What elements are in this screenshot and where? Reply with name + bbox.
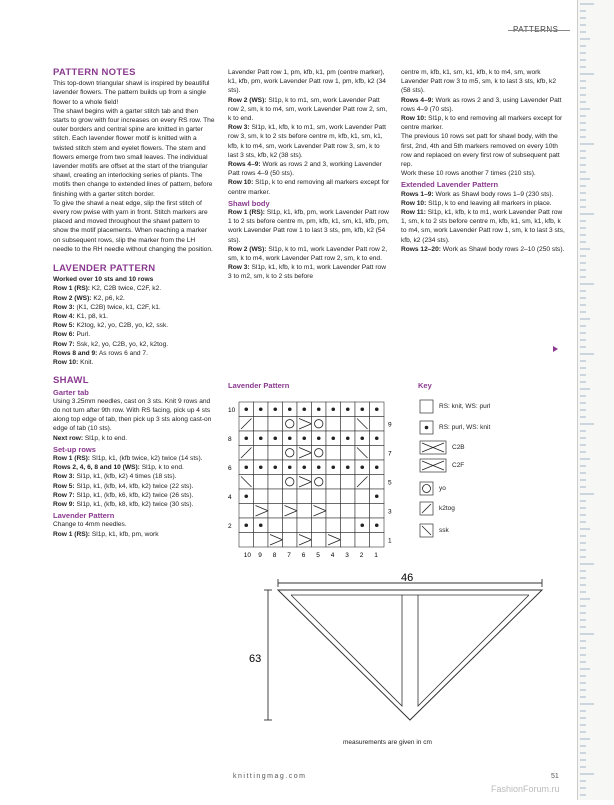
chart-cell <box>283 446 298 461</box>
row-key: Rows 1–9: <box>401 190 434 198</box>
purl-dot-icon <box>346 436 350 440</box>
lp-title: Lavender Pattern <box>53 511 115 521</box>
chart-cell <box>312 446 327 461</box>
row-key: Rows 12–20: <box>401 245 441 253</box>
chart-cell <box>312 533 327 548</box>
chart-cell <box>283 533 298 548</box>
footer-site: knittingmag.com <box>233 773 307 780</box>
chart-cell <box>326 475 341 490</box>
row-line <box>53 472 216 481</box>
row-key: Row 5: <box>53 322 75 330</box>
row-value: K1, p8, k1. <box>76 313 108 321</box>
chart-cell <box>326 518 341 533</box>
row-key: Row 2 (WS): <box>228 245 267 253</box>
purl-dot-icon <box>317 436 321 440</box>
chart-cell <box>341 518 356 533</box>
row-line <box>228 245 391 263</box>
row-line <box>228 263 391 281</box>
chart-cell <box>268 518 283 533</box>
key-label: k2tog <box>439 505 455 512</box>
chart-cell <box>341 475 356 490</box>
row-line <box>401 208 566 245</box>
chart-col-label: 4 <box>330 552 335 559</box>
row-line <box>228 208 391 245</box>
chart-row-label: 5 <box>388 479 392 487</box>
chart-cell <box>370 417 385 432</box>
chart-cell <box>312 475 327 490</box>
row-line <box>53 491 216 500</box>
row-line <box>53 340 216 349</box>
yo-key-icon <box>420 482 433 495</box>
chart-cell <box>370 504 385 519</box>
key-label: RS: purl, WS: knit <box>439 424 491 431</box>
purl-dot-icon <box>302 436 306 440</box>
row-key: Rows 4–9: <box>401 96 434 104</box>
row-line <box>53 284 216 293</box>
shawl-title: SHAWL <box>53 375 89 387</box>
notes-para-3: To give the shawl a neat edge, slip the first stitch of every row pwise with yarn in front. Stitch markers are placed and moved throughout the shawl pattern to show the motif placements. When reaching a marker on subsequent rows, slip the marker from the LH needle to the RH needle without changing the position. <box>53 199 213 253</box>
chart-cell <box>254 475 269 490</box>
setup-rows <box>53 454 216 509</box>
chart-cell <box>355 489 370 504</box>
chart-col-label: 8 <box>272 552 277 559</box>
purl-dot-icon <box>288 436 292 440</box>
row-value: Work as Shawl body rows 1–9 (230 sts). <box>435 190 554 198</box>
chart-cell <box>341 504 356 519</box>
chart-cell <box>268 475 283 490</box>
row-value: Sl1p, k1, (kfb, k2) 4 times (18 sts). <box>76 473 177 481</box>
chart-col-label: 5 <box>316 552 320 559</box>
lp-row1-key: Row 1 (RS): <box>53 530 90 538</box>
purl-dot-icon <box>244 436 248 440</box>
column-3 <box>401 68 566 254</box>
row-key: Row 2 (WS): <box>228 96 267 104</box>
chart-cell <box>312 489 327 504</box>
row-value: Sl1p, k1, (kfb, k4, kfb, k2) twice (22 sts). <box>76 482 194 490</box>
row-line <box>401 169 566 178</box>
key-icons <box>412 394 522 544</box>
row-key: Row 10: <box>401 199 427 207</box>
chart-cell <box>254 417 269 432</box>
chart-cell <box>268 417 283 432</box>
chart-col-label: 1 <box>374 552 378 559</box>
chart-cell <box>254 533 269 548</box>
purl-dot-icon <box>331 407 335 411</box>
purl-dot-icon <box>244 494 248 498</box>
purl-dot-icon <box>375 465 379 469</box>
row-line <box>53 463 216 472</box>
key-label: C2B <box>452 444 465 451</box>
purl-dot-icon <box>273 436 277 440</box>
row-value: Sl1p, k1, (kfb, k6, kfb, k2) twice (26 sts). <box>76 491 194 499</box>
row-line <box>228 160 391 178</box>
chart-col-label: 2 <box>359 552 364 559</box>
row-line <box>228 123 391 160</box>
purl-dot-icon <box>273 465 277 469</box>
row-line <box>53 303 216 312</box>
garter-text: Using 3.25mm needles, cast on 3 sts. Knit 9 rows and do not turn after 9th row. With RS facing, pick up 4 sts along top edge of tab, then pick up 3 sts along cast-on edge of tab (10 sts). <box>53 397 212 433</box>
row-value: Purl. <box>76 331 91 339</box>
chart-cell <box>268 489 283 504</box>
row-value: Work as Shawl body rows 2–10 (250 sts). <box>442 245 565 253</box>
purl-dot-icon <box>244 465 248 469</box>
chart-col-label: 6 <box>301 552 306 559</box>
chart-row-label: 7 <box>388 450 392 458</box>
row-line <box>53 321 216 330</box>
purl-dot-icon <box>360 465 364 469</box>
row-value: Sl1p, k1, (kfb twice, k2) twice (14 sts). <box>91 454 203 462</box>
row-value: Sl1p, k to m1, sm, work Lavender Patt row 2, sm, k to m4, sm, work Lavender Patt row 2, sm, k to end. <box>228 96 388 123</box>
shawl-schematic <box>249 572 555 744</box>
garter-tab-title: Garter tab <box>53 387 89 397</box>
chart-title: Lavender Pattern <box>228 381 290 390</box>
row-value: centre m, kfb, k1, sm, k1, kfb, k to m4, sm, work Lavender Patt row 3 to m5, sm, k to last 3 sts, kfb, k2 (58 sts). <box>401 69 557 95</box>
purl-dot-icon <box>331 465 335 469</box>
row-key: Row 3: <box>228 124 250 132</box>
row-line <box>401 114 566 132</box>
key-title: Key <box>418 381 432 390</box>
row-key: Row 10: <box>228 179 254 187</box>
purl-dot-icon <box>375 523 379 527</box>
garter-next-key: Next row: <box>53 434 84 442</box>
schematic-outer <box>278 590 542 720</box>
row-value: Sl1p, k1, kfb, k to m1, work Lavender Patt row 1, sm, k to 2 sts before centre m, kfb, k1, sm, k1, kfb, k to m4, sm, work Lavender Patt row 1, sm, k to last 3 sts, kfb, k2 (234 sts). <box>401 209 565 244</box>
row-value: Ssk, k2, yo, C2B, yo, k2, k2tog. <box>76 340 169 348</box>
purl-dot-icon <box>346 465 350 469</box>
chart-cell <box>355 504 370 519</box>
row-value: Work as rows 2 and 3, using Lavender Patt rows 4–9 (70 sts). <box>401 96 562 113</box>
row-value: The previous 10 rows set patt for shawl body, with the first, 2nd, 4th and 5th markers removed on every 10th row and replaced on every first row of subsequent patt rep. <box>401 133 560 169</box>
chart-cell <box>370 446 385 461</box>
chart-cell <box>239 504 254 519</box>
knit-key-icon <box>420 400 433 413</box>
key-label: C2F <box>452 462 465 469</box>
extended-title: Extended Lavender Pattern <box>401 180 499 190</box>
key-label: ssk <box>439 527 449 534</box>
row-value: Sl1p, k to end leaving all markers in place. <box>428 199 552 207</box>
row-key: Row 7: <box>53 491 75 499</box>
row-value: Sl1p, k to m1, work Lavender Patt row 2, sm, k to m4, work Lavender Patt row 2, sm, k to end. <box>228 245 388 263</box>
row-line <box>53 312 216 321</box>
page-number: 51 <box>551 773 559 780</box>
garter-next-row <box>53 434 216 443</box>
chart-row-label: 2 <box>228 522 232 530</box>
row-value: Work these 10 rows another 7 times (210 sts). <box>401 170 536 178</box>
chart-cell <box>326 489 341 504</box>
lavender-intro: Worked over 10 sts and 10 rows <box>53 276 154 284</box>
chart-cell <box>283 475 298 490</box>
row-value: Lavender Patt row 1, pm, kfb, k1, pm (centre marker), k1, kfb, pm, work Lavender Patt row 1, pm, kfb, k2 (34 sts). <box>228 69 386 95</box>
section-tag: PATTERNS <box>513 25 559 34</box>
purl-dot-icon <box>288 465 292 469</box>
row-line <box>53 454 216 463</box>
row-line <box>53 294 216 303</box>
row-key: Row 1 (RS): <box>53 454 90 462</box>
lavender-pattern-title: LAVENDER PATTERN <box>53 263 156 275</box>
setup-rows-title: Set-up rows <box>53 444 96 454</box>
row-line <box>401 245 566 254</box>
chart-cell <box>268 504 283 519</box>
row-key: Rows 2, 4, 6, 8 and 10 (WS): <box>53 464 140 472</box>
row-line <box>228 68 391 96</box>
row-line <box>401 96 566 114</box>
row-key: Row 3: <box>53 473 75 481</box>
purl-dot-icon <box>317 465 321 469</box>
ruler-ticks <box>578 0 614 800</box>
chart-cell <box>370 533 385 548</box>
chart-cell <box>254 489 269 504</box>
chart-row-label: 10 <box>228 406 236 414</box>
column-1 <box>53 68 216 539</box>
row-line <box>53 330 216 339</box>
chart-col-label: 10 <box>243 552 251 559</box>
purl-dot-icon <box>288 407 292 411</box>
chart-cell <box>283 518 298 533</box>
column-2 <box>228 68 391 282</box>
chart-cell <box>283 417 298 432</box>
purl-dot-icon <box>360 407 364 411</box>
purl-dot-icon <box>375 436 379 440</box>
purl-dot-icon <box>259 523 263 527</box>
lp-row1 <box>53 530 216 539</box>
side-ruler <box>577 0 614 800</box>
row-value: Knit. <box>80 359 94 367</box>
lavender-rows <box>53 284 216 367</box>
purl-dot-icon <box>375 407 379 411</box>
purl-dot-icon <box>375 494 379 498</box>
row-key: Row 6: <box>53 331 75 339</box>
row-key: Row 7: <box>53 340 75 348</box>
row-line <box>228 178 391 196</box>
row-key: Row 1 (RS): <box>53 285 90 293</box>
shawl-body-title: Shawl body <box>228 198 270 208</box>
col2-lines <box>228 68 391 197</box>
lp-row1-val: Sl1p, k1, kfb, pm, work <box>91 530 159 538</box>
chart-cell <box>326 446 341 461</box>
chart-cell <box>254 446 269 461</box>
col2-body-lines <box>228 208 391 282</box>
measurement-note: measurements are given in cm <box>343 739 432 746</box>
row-value: Sl1p, k1, (kfb, k8, kfb, k2) twice (30 sts). <box>76 500 194 508</box>
purl-dot-icon <box>346 407 350 411</box>
chart-cell <box>341 417 356 432</box>
chart-cell <box>355 533 370 548</box>
chart-cell <box>239 533 254 548</box>
chart-row-label: 8 <box>228 435 232 443</box>
row-key: Rows 8 and 9: <box>53 349 98 357</box>
chart-row-label: 6 <box>228 464 232 472</box>
row-value: Work as rows 2 and 3, working Lavender Patt rows 4–9 (50 sts). <box>228 161 382 178</box>
purl-dot-icon <box>244 523 248 527</box>
chart-col-label: 7 <box>287 552 291 559</box>
chart-cell <box>326 417 341 432</box>
chart-row-label: 4 <box>228 493 232 501</box>
row-value: Sl1p, k1, kfb, pm, work Lavender Patt row 1 to 2 sts before centre m, pm, kfb, k1, sm, k1, kfb, pm, work Lavender Patt row 1 to last 3 sts, pm, kfb, k2 (54 sts). <box>228 209 389 244</box>
row-key: Row 10: <box>53 359 79 367</box>
continue-arrow-icon <box>553 346 558 352</box>
purl-dot-icon <box>317 407 321 411</box>
width-label: 46 <box>401 572 414 584</box>
row-value: Sl1p, k to end removing all markers except for centre marker. <box>228 179 390 196</box>
lp-text: Change to 4mm needles. <box>53 521 127 529</box>
chart-row-label: 3 <box>388 508 392 516</box>
row-value: K2, C2B twice, C2F, k2. <box>91 285 162 293</box>
row-value: K2, p6, k2. <box>93 294 125 302</box>
purl-dot-icon <box>331 436 335 440</box>
row-line <box>228 96 391 124</box>
purl-key-icon-mark <box>425 426 429 430</box>
key-label: RS: knit, WS: purl <box>439 403 491 410</box>
schematic-inner-left <box>291 595 402 706</box>
row-line <box>401 132 566 169</box>
chart-cell <box>341 446 356 461</box>
row-key: Row 4: <box>53 313 75 321</box>
row-key: Row 11: <box>401 209 426 217</box>
row-key: Row 1 (RS): <box>228 209 265 217</box>
row-value: (K1, C2B) twice, k1, C2F, k1. <box>76 303 161 311</box>
pattern-notes-title: PATTERN NOTES <box>53 67 136 78</box>
purl-dot-icon <box>302 465 306 469</box>
row-key: Row 2 (WS): <box>53 294 92 302</box>
chart-cell <box>312 518 327 533</box>
chart-cell <box>297 489 312 504</box>
row-value: Sl1p, k to end. <box>141 464 184 472</box>
row-value: Sl1p, k to end removing all markers except for centre marker. <box>401 115 563 132</box>
chart-row-label: 9 <box>388 421 392 429</box>
purl-dot-icon <box>360 523 364 527</box>
purl-dot-icon <box>273 407 277 411</box>
notes-para-2: The shawl begins with a garter stitch tab and then starts to grow with four increases on every RS row. The outer borders and central spine are knitted in garter stitch. Each lavender flower motif is knitted with a twisted stitch stem and eyelet flowers. The stem and flowers emerge from two small leaves. The individual lavender motifs are offset at the start of the triangular shawl, creating an interlocking series of plants. The motifs then change to extended lines of pattern, before finishing with a garter stitch border. <box>53 107 215 198</box>
chart-cell <box>312 417 327 432</box>
chart-cell <box>370 475 385 490</box>
row-key: Row 10: <box>401 115 427 123</box>
notes-para-1: This top-down triangular shawl is inspired by beautiful lavender flowers. The pattern builds up from a single flower to a whole field! <box>53 80 210 106</box>
row-line <box>53 482 216 491</box>
purl-dot-icon <box>360 436 364 440</box>
col3-lines <box>401 68 566 178</box>
row-value: Sl1p, k1, kfb, k to m1, work Lavender Patt row 3 to m2, sm, k to 2 sts before <box>228 264 386 281</box>
chart-cell <box>268 446 283 461</box>
height-label: 63 <box>249 653 262 665</box>
row-line <box>53 349 216 358</box>
col3-ext-lines <box>401 190 566 254</box>
row-value: K2tog, k2, yo, C2B, yo, k2, ssk. <box>76 322 169 330</box>
row-key: Row 3: <box>228 264 250 272</box>
chart-cell <box>297 518 312 533</box>
row-line <box>53 500 216 509</box>
chart-row-label: 1 <box>388 537 392 545</box>
header-rule <box>508 30 570 31</box>
chart-cell <box>341 489 356 504</box>
watermark: FashionForum.ru <box>491 784 560 794</box>
schematic-inner-right <box>418 595 529 706</box>
chart-cell <box>283 489 298 504</box>
purl-dot-icon <box>259 465 263 469</box>
purl-dot-icon <box>259 436 263 440</box>
purl-dot-icon <box>259 407 263 411</box>
row-line <box>401 199 566 208</box>
row-key: Rows 4–9: <box>228 161 261 169</box>
purl-dot-icon <box>302 407 306 411</box>
row-value: Sl1p, k1, kfb, k to m1, sm, work Lavender Patt row 3, sm, k to 2 sts before centre m, kfb, k1, sm, k1, kfb, k to m4, sm, work Lavender Patt row 3, sm, k to last 3 sts, kfb, k2 (38 sts). <box>228 124 386 159</box>
lavender-chart <box>225 396 395 560</box>
row-line <box>401 190 566 199</box>
row-line <box>53 358 216 367</box>
key-label: yo <box>439 485 446 492</box>
row-value: As rows 6 and 7. <box>98 349 148 357</box>
chart-col-label: 3 <box>345 552 349 559</box>
row-key: Row 5: <box>53 482 75 490</box>
garter-next-val: Sl1p, k to end. <box>84 434 128 442</box>
row-key: Row 9: <box>53 500 75 508</box>
chart-cell <box>326 504 341 519</box>
purl-dot-icon <box>244 407 248 411</box>
chart-cell <box>341 533 356 548</box>
row-line <box>401 68 566 96</box>
chart-cell <box>297 504 312 519</box>
row-key: Row 3: <box>53 303 75 311</box>
chart-col-label: 9 <box>258 552 262 559</box>
